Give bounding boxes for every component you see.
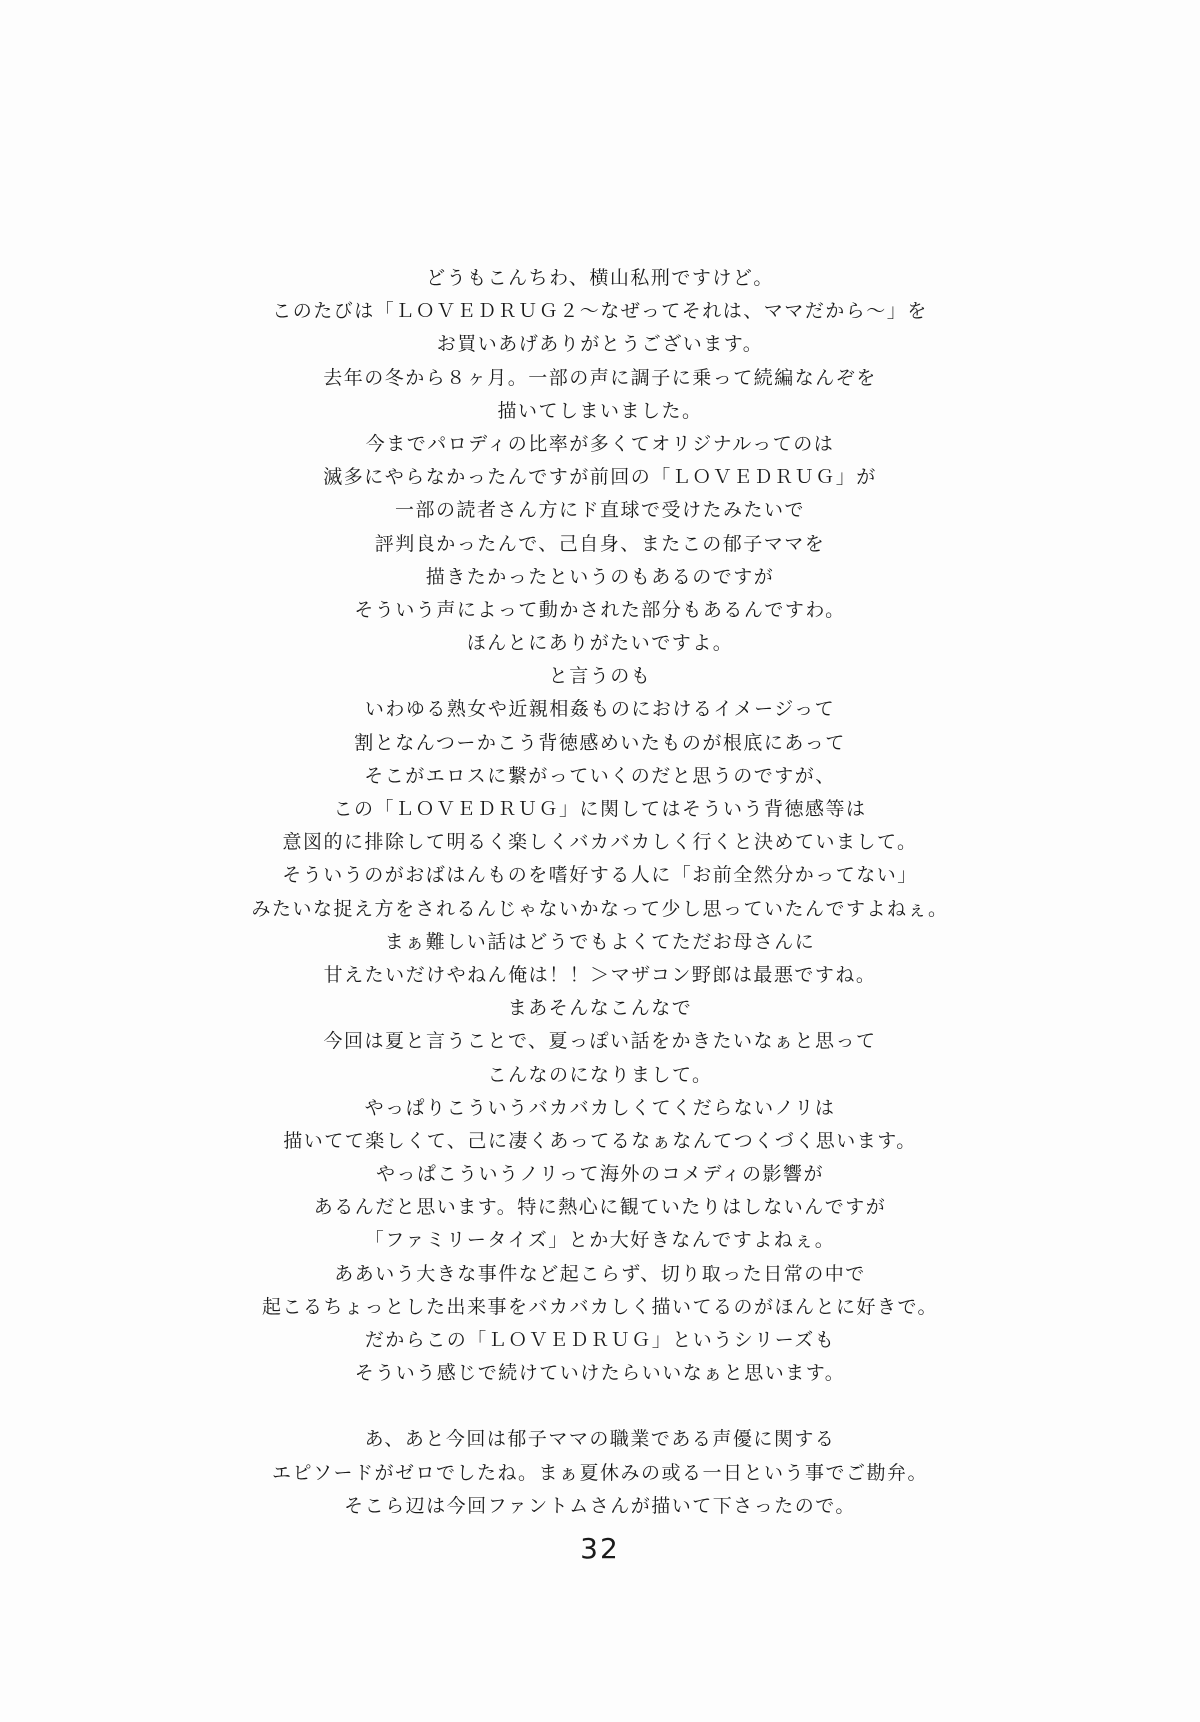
- text-line: エピソードがゼロでしたね。まぁ夏休みの或る一日という事でご勘弁。: [271, 1461, 928, 1484]
- text-line: そこがエロスに繋がっていくのだと思うのですが、: [364, 764, 836, 787]
- text-line: 滅多にやらなかったんですが前回の「ＬＯＶＥＤＲＵＧ」が: [323, 466, 877, 489]
- text-line: いわゆる熟女や近親相姦ものにおけるイメージって: [364, 698, 836, 721]
- text-line: お買いあげありがとうございます。: [436, 333, 764, 356]
- text-line: この「ＬＯＶＥＤＲＵＧ」に関してはそういう背徳感等は: [333, 798, 867, 820]
- text-line: まあそんなこんなで: [507, 997, 693, 1020]
- text-line: 今回は夏と言うことで、夏っぽい話をかきたいなぁと思って: [323, 1030, 877, 1053]
- text-line: どうもこんちわ、横山私刑ですけど。: [426, 267, 774, 289]
- text-line: 描いてしまいました。: [497, 399, 703, 422]
- text-line: 起こるちょっとした出来事をバカバカしく描いてるのがほんとに好きで。: [261, 1295, 939, 1318]
- text-line: こんなのになりまして。: [487, 1063, 713, 1086]
- text-line: ああいう大きな事件など起こらず、切り取った日常の中で: [334, 1262, 866, 1285]
- text-line: やっぱこういうノリって海外のコメディの影響が: [376, 1163, 824, 1186]
- afterword-text: [0, 262, 1200, 1523]
- text-line: そういう声によって動かされた部分もあるんですわ。: [354, 598, 846, 621]
- text-line: あるんだと思います。特に熱心に観ていたりはしないんですが: [313, 1196, 887, 1219]
- page-number: 32: [580, 1532, 620, 1565]
- text-line: そういうのがおばはんものを嗜好する人に「お前全然分かってない」: [282, 864, 918, 887]
- text-line: 描いてて楽しくて、己に凄くあってるなぁなんてつくづく思います。: [283, 1129, 917, 1152]
- text-line: 「ファミリータイズ」とか大好きなんですよねぇ。: [364, 1229, 836, 1252]
- text-line: 描きたかったというのもあるのですが: [425, 565, 775, 588]
- text-line: 甘えたいだけやねん俺は！！＞マザコン野郎は最悪ですね。: [323, 963, 877, 986]
- text-line: 割となんつーかこう背徳感めいたものが根底にあって: [354, 731, 846, 754]
- text-line: だからこの「ＬＯＶＥＤＲＵＧ」というシリーズも: [364, 1329, 836, 1351]
- text-line: と言うのも: [548, 665, 652, 688]
- text-line: 今までパロディの比率が多くてオリジナルってのは: [365, 432, 835, 455]
- text-line: ほんとにありがたいですよ。: [466, 632, 734, 655]
- text-line: 評判良かったんで、己自身、またこの郁子ママを: [374, 532, 826, 555]
- text-line: 一部の読者さん方にド直球で受けたみたいで: [394, 499, 805, 522]
- text-line: やっぱりこういうバカバカしくてくだらないノリは: [364, 1096, 836, 1119]
- text-line: あ、あと今回は郁子ママの職業である声優に関する: [364, 1428, 836, 1451]
- text-line: みたいな捉え方をされるんじゃないかなって少し思っていたんですよねぇ。: [251, 897, 949, 920]
- text-line: そこら辺は今回ファントムさんが描いて下さったので。: [344, 1494, 856, 1517]
- text-line: そういう感じで続けていけたらいいなぁと思います。: [354, 1362, 846, 1385]
- text-line: まぁ難しい話はどうでもよくてただお母さんに: [384, 930, 816, 953]
- paragraph-gap: [0, 1390, 1200, 1423]
- text-line: 意図的に排除して明るく楽しくバカバカしく行くと決めていまして。: [282, 831, 918, 854]
- text-line: 去年の冬から８ヶ月。一部の声に調子に乗って続編なんぞを: [323, 366, 877, 389]
- text-line: このたびは「ＬＯＶＥＤＲＵＧ２～なぜってそれは、ママだから～」を: [272, 300, 928, 323]
